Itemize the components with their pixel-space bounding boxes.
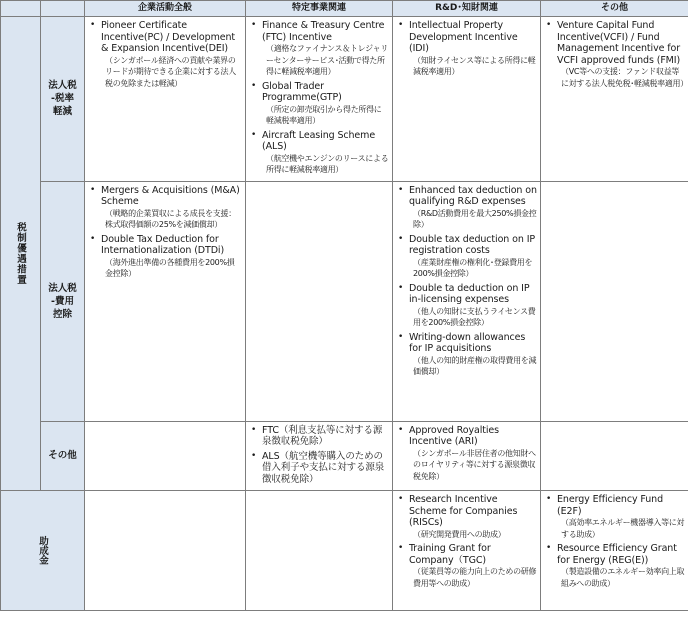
incentive-item	[248, 130, 389, 176]
cell-r2-c2	[246, 181, 393, 421]
incentive-item	[395, 425, 537, 483]
row-expense-deduction	[1, 181, 688, 421]
incentive-item	[395, 494, 537, 540]
corner-cell-2	[41, 1, 85, 17]
incentive-name: • Double ta deduction on IP in-licensing expenses	[409, 282, 530, 305]
incentive-item	[543, 20, 688, 89]
incentive-item	[395, 185, 537, 231]
incentive-item	[395, 543, 537, 589]
incentive-description: （従業員等の能力向上のための研修費用等への助成）	[413, 567, 537, 588]
incentive-item	[248, 20, 389, 78]
incentive-name: • Global Trader Programme(GTP)	[262, 80, 342, 103]
incentive-description: （知財ライセンス等による所得に軽減税率適用）	[413, 55, 536, 76]
row-label-expense	[41, 181, 85, 421]
row-label-tax-rate	[41, 17, 85, 182]
incentive-item	[248, 425, 389, 448]
incentive-description: （他人の知的財産権の取得費用を減価償却）	[413, 355, 537, 376]
incentive-name: • ALS（航空機等購入のための借入利子や支払に対する源泉徴収税免除）	[262, 450, 385, 485]
incentive-name: • Training Grant for Company（TGC)	[409, 543, 491, 566]
incentive-description: （シンガポール経済への貢献や業界のリードが期待できる企業に対する法人税の免除または軽減）	[105, 55, 236, 88]
incentive-description: （産業財産権の権利化･登録費用を200%損金控除）	[413, 257, 533, 278]
incentive-name: • Resource Efficiency Grant for Energy (REG(E))	[557, 543, 677, 566]
incentive-name: • Finance & Treasury Centre (FTC) Incentive	[262, 20, 385, 43]
incentive-item	[395, 234, 537, 280]
incentive-item	[248, 81, 389, 127]
cell-r3-c2	[246, 421, 393, 491]
cell-r2-c1	[85, 181, 246, 421]
cell-r3-c3	[393, 421, 541, 491]
cell-r2-c3	[393, 181, 541, 421]
incentive-description: （R&D活動費用を最大250%損金控除）	[413, 208, 537, 229]
incentive-description: （戦略的企業買収による成長を支援：株式取得価額の25%を減価償却）	[105, 208, 236, 229]
cell-r3-c4	[541, 421, 688, 491]
row-tax-rate-reduction	[1, 17, 688, 182]
incentive-description: （VC等への支援：ファンド収益等に対する法人税免税･軽減税率適用）	[561, 67, 688, 88]
incentive-description: （製造設備のエネルギー効率向上取組みへの助成）	[561, 567, 685, 588]
cell-r1-c2	[246, 17, 393, 182]
cell-r4-c3	[393, 491, 541, 611]
incentive-item	[87, 20, 242, 89]
incentive-name: • Double Tax Deduction for Internationalization (DTDi)	[101, 233, 225, 256]
incentive-item	[543, 543, 685, 589]
header-specific-business: 特定事業関連	[246, 1, 393, 17]
corner-cell	[1, 1, 41, 17]
incentive-item	[395, 283, 537, 329]
incentive-name: • Pioneer Certificate Incentive(PC) / Development & Expansion Incentive(DEI)	[101, 20, 236, 54]
incentive-item	[395, 20, 537, 78]
incentive-name: • Aircraft Leasing Scheme (ALS)	[262, 129, 376, 152]
incentive-name: • Research Incentive Scheme for Companies (RISCs)	[409, 494, 518, 528]
incentive-description: （シンガポール非居住者の他知財へのロイヤリティ等に対する源泉徴収税免除）	[413, 448, 536, 481]
cell-r1-c1	[85, 17, 246, 182]
row-label-text: 法人税 -費用 控除	[48, 282, 77, 320]
header-row	[1, 1, 688, 17]
incentive-name: • Approved Royalties Incentive (ARI)	[409, 424, 500, 447]
incentive-name: • Writing-down allowances for IP acquisitions	[409, 331, 526, 354]
row-grants	[1, 491, 688, 611]
incentive-name: • Double tax deduction on IP registration costs	[409, 233, 536, 256]
incentive-item	[87, 234, 242, 280]
cell-r1-c3	[393, 17, 541, 182]
row-label-text: 法人税 -税率 軽減	[48, 80, 77, 118]
group-label-grants: 助成金	[1, 491, 85, 611]
incentive-description: （海外進出準備の各種費用を200%損金控除）	[105, 257, 235, 278]
incentive-item	[543, 494, 685, 540]
group-label-tax-incentives: 税制優遇措置	[1, 17, 41, 491]
incentive-name: • Intellectual Property Development Incentive (IDI)	[409, 20, 518, 54]
header-general: 企業活動全般	[85, 1, 246, 17]
incentive-description: （適格なファイナンス＆トレジャリーセンターサービス･活動で得た所得に軽減税率適用）	[266, 44, 389, 76]
incentive-name: • Energy Efficiency Fund (E2F)	[557, 494, 664, 517]
incentive-description: （航空機やエンジンのリースによる所得に軽減税率適用）	[266, 153, 389, 174]
cell-r4-c2	[246, 491, 393, 611]
header-rnd-ip: R&D･知財関連	[393, 1, 541, 17]
cell-r4-c1	[85, 491, 246, 611]
header-other: その他	[541, 1, 688, 17]
incentive-description: （他人の知財に支払うライセンス費用を200%損金控除）	[413, 306, 536, 327]
row-label-other: その他	[41, 421, 85, 491]
incentive-description: （所定の卸売取引から得た所得に軽減税率適用）	[266, 104, 382, 125]
incentive-description: （高効率エネルギー機器導入等に対する助成）	[561, 518, 685, 539]
incentive-description: （研究開発費用への助成）	[413, 529, 506, 539]
cell-r2-c4	[541, 181, 688, 421]
incentive-item	[248, 451, 389, 486]
incentive-name: • Venture Capital Fund Incentive(VCFI) / Fund Management Incentive for VCFI approved funds (FMI)	[557, 20, 681, 66]
incentive-name: • Mergers & Acquisitions (M&A) Scheme	[101, 184, 240, 207]
cell-r4-c4	[541, 491, 688, 611]
cell-r3-c1	[85, 421, 246, 491]
cell-r1-c4	[541, 17, 688, 182]
incentive-name: • FTC（利息支払等に対する源泉徴収税免除）	[262, 424, 383, 447]
incentive-item	[395, 332, 537, 378]
incentive-name: • Enhanced tax deduction on qualifying R&D expenses	[409, 184, 537, 207]
row-other-tax	[1, 421, 688, 491]
incentive-item	[87, 185, 242, 231]
